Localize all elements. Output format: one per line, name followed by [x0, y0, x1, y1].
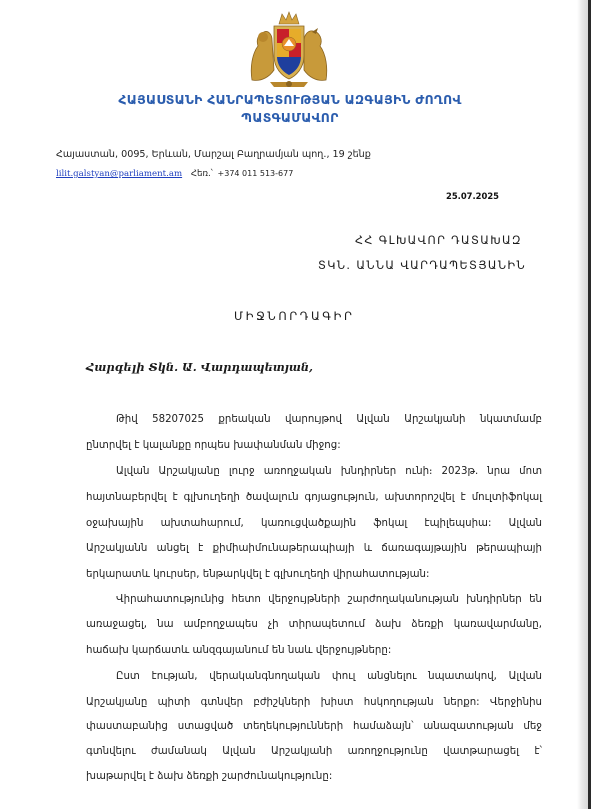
- body-line: խաթարվել է ձախ ձեռքի շարժունակությունը:: [86, 771, 333, 782]
- body-line: Ըստ էության, վերականգնողական փուլ անցնելու նպատակով, Ալվան: [116, 671, 542, 682]
- body-line: Արշակյանը պիտի գտնվեր բժիշկների խիստ հսկողության ներքո: Վերջինիս: [86, 697, 542, 708]
- body-line: Վիրահատությունից հետո վերջույթների շարժողականության խնդիրներ են: [116, 594, 542, 605]
- email-link[interactable]: lilit.galstyan@parliament.am: [56, 169, 183, 179]
- phone-label: Հեռ.՝: [190, 169, 213, 179]
- body-line: հաճախ կարճատև անզգայանում են նաև վերջույթները:: [86, 645, 392, 656]
- contact-line: [56, 169, 293, 179]
- body-line: փաստաբանից ստացված տեղեկությունների համաձայն՝ անազատության մեջ: [86, 721, 542, 732]
- body-line: օջախային ախտահարում, կառուցվածքային ֆոկալ էպիլեպսիա: Ալվան: [86, 518, 542, 529]
- recipient-title: ՀՀ ԳԼԽԱՎՈՐ ԴԱՏԱԽԱԶ: [355, 234, 522, 247]
- body-line: Արշակյանն անցել է քիմիաիմունաթերապիայի և ճառագայթային թերապիայի: [86, 543, 542, 554]
- author-role: ՊԱՏԳԱՄԱՎՈՐ: [241, 110, 339, 125]
- body-line: գտնվելու ժամանակ Ալվան Արշակյանի առողջությունը վատթարացել է՝: [86, 746, 542, 757]
- salutation: Հարգելի Տկն. Ա. Վարդապետյան,: [86, 360, 313, 374]
- organization-name: ՀԱՅԱՍՏԱՆԻ ՀԱՆՐԱՊԵՏՈՒԹՅԱՆ ԱԶԳԱՅԻՆ ԺՈՂՈՎ: [118, 92, 462, 107]
- address: Հայաստան, 0095, Երևան, Մարշալ Բաղրամյան պող., 19 շենք: [56, 149, 371, 160]
- body-line: Ալվան Արշակյանը լուրջ առողջական խնդիրներ ունի։ 2023թ. նրա մոտ: [116, 466, 542, 477]
- coat-of-arms-icon: [246, 10, 332, 90]
- body-line: ընտրվել է կալանքը որպես խափանման միջոց:: [86, 440, 341, 451]
- body-line: հայտնաբերվել է գլխուղեղի ծավալուն գոյացություն, ախտորոշվել է մուլտիֆոկալ: [86, 492, 542, 503]
- recipient-name: ՏԿՆ. ԱՆՆԱ ՎԱՐԴԱՊԵՏՅԱՆԻՆ: [318, 259, 527, 272]
- body-line: Թիվ 58207025 քրեական վարույթով Ալվան Արշակյանի նկատմամբ: [116, 414, 542, 425]
- body-line: երկարատև կուրսեր, ենթարկվել է գլխուղեղի վիրահատության:: [86, 569, 430, 580]
- body-line: առաջացել, նա ամբողջապես չի տիրապետում ձախ ձեռքի կառավարմանը,: [86, 619, 542, 630]
- phone-number: +374 011 513-677: [217, 169, 294, 178]
- document-date: 25.07.2025: [446, 191, 499, 201]
- document-type-heading: ՄԻՋՆՈՐԴԱԳԻՐ: [234, 309, 355, 323]
- organization-title: [40, 91, 540, 127]
